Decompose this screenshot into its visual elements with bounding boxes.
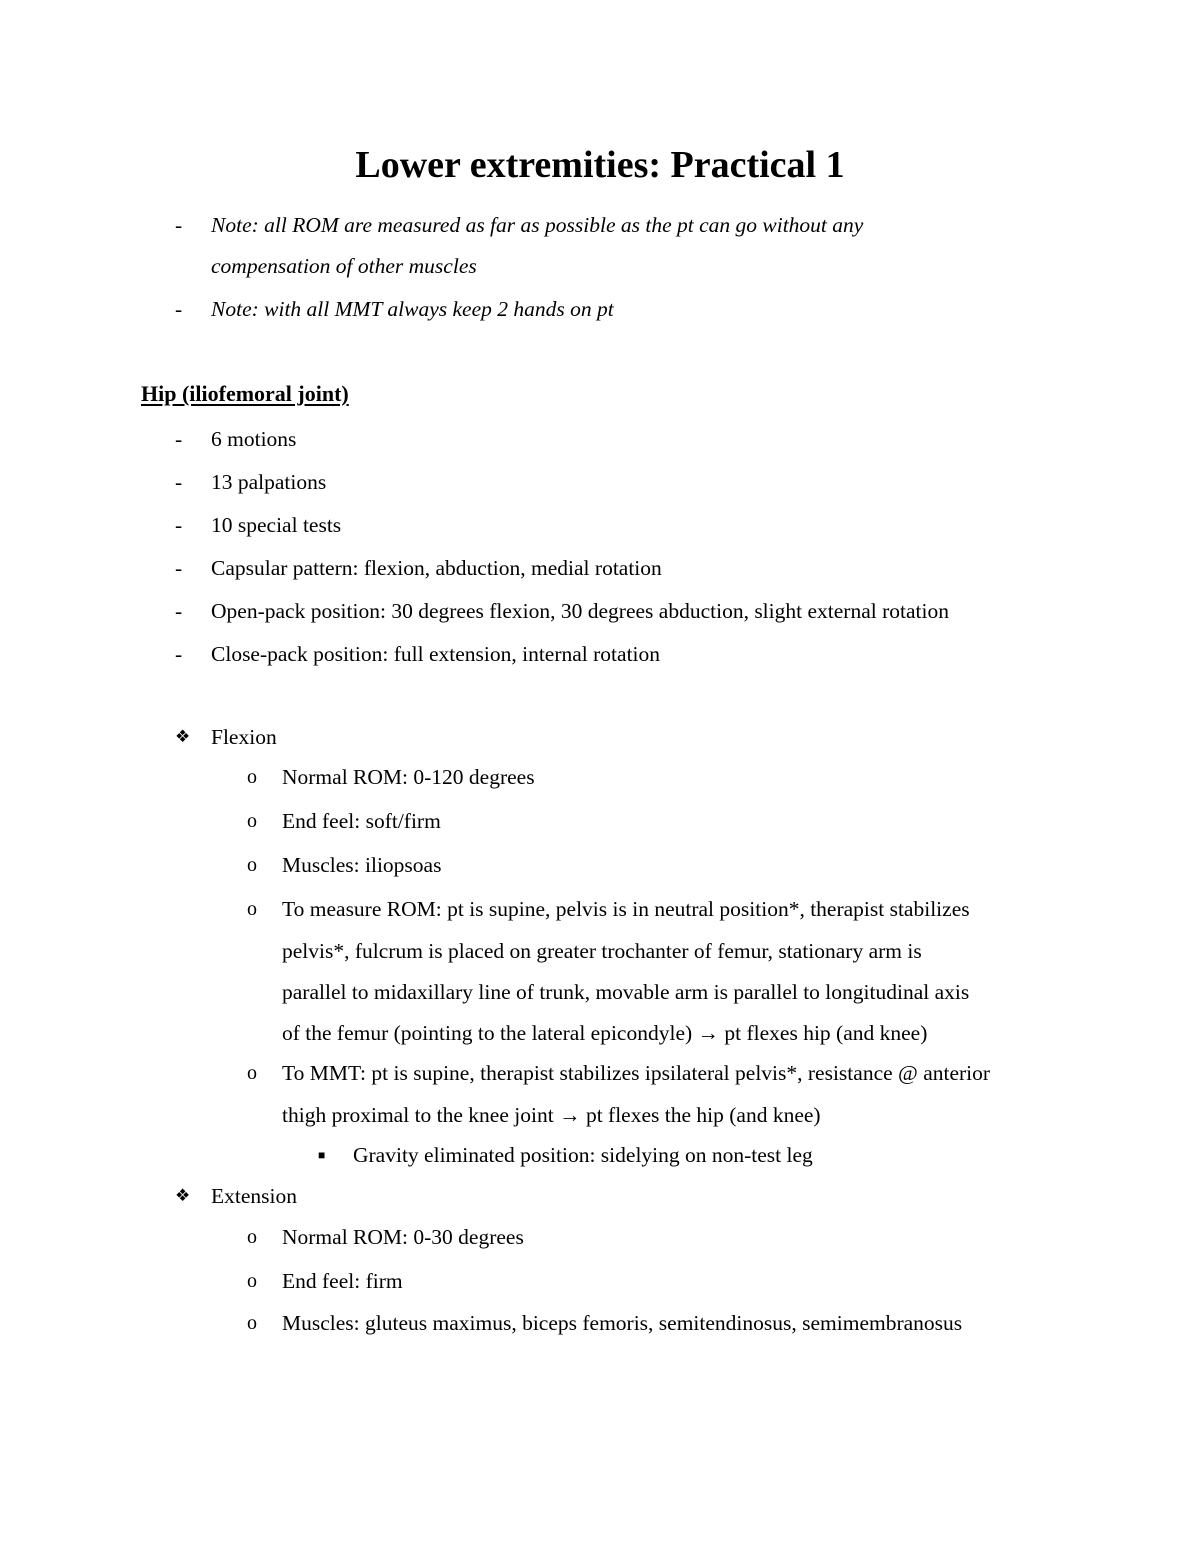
note-1-line-2: compensation of other muscles — [211, 254, 477, 278]
extension-item: Normal ROM: 0-30 degrees — [282, 1225, 524, 1249]
hip-fact-item: Capsular pattern: flexion, abduction, medial rotation — [211, 556, 662, 580]
flexion-mmt-line: To MMT: pt is supine, therapist stabilizes ipsilateral pelvis*, resistance @ anterior — [282, 1061, 991, 1085]
fact-bullet-dash: - — [175, 642, 183, 666]
extension-item: Muscles: gluteus maximus, biceps femoris, semitendinosus, semimembranosus — [282, 1311, 963, 1335]
flexion-item: Muscles: iliopsoas — [282, 853, 442, 877]
note-bullet-dash: - — [175, 213, 183, 237]
flexion-measure-line: of the femur (pointing to the lateral epicondyle) → pt flexes hip (and knee) — [282, 1021, 928, 1045]
circle-bullet-icon: o — [247, 854, 257, 876]
hip-fact-item: Close-pack position: full extension, internal rotation — [211, 642, 661, 666]
flexion-item: Normal ROM: 0-120 degrees — [282, 765, 535, 789]
hip-fact-item: 6 motions — [211, 427, 297, 451]
flexion-mmt-line: thigh proximal to the knee joint → pt flexes the hip (and knee) — [282, 1103, 821, 1127]
motion-heading-extension: Extension — [211, 1184, 297, 1208]
flexion-measure-line: To measure ROM: pt is supine, pelvis is in neutral position*, therapist stabilizes — [282, 897, 970, 921]
page-title: Lower extremities: Practical 1 — [355, 144, 845, 186]
hip-fact-item: 13 palpations — [211, 470, 327, 494]
fact-bullet-dash: - — [175, 556, 183, 580]
fact-bullet-dash: - — [175, 427, 183, 451]
flexion-measure-line: pelvis*, fulcrum is placed on greater trochanter of femur, stationary arm is — [282, 939, 922, 963]
circle-bullet-icon: o — [247, 1270, 257, 1292]
note-2-line-1: Note: with all MMT always keep 2 hands on pt — [211, 297, 614, 321]
note-1-line-1: Note: all ROM are measured as far as possible as the pt can go without any — [211, 213, 864, 237]
motion-heading-flexion: Flexion — [211, 725, 277, 749]
extension-item: End feel: firm — [282, 1269, 403, 1293]
square-bullet-icon: ■ — [318, 1148, 326, 1162]
fact-bullet-dash: - — [175, 599, 183, 623]
diamond-bullet-icon: ❖ — [175, 1186, 191, 1205]
section-heading: Hip (iliofemoral joint) — [141, 381, 349, 406]
hip-fact-item: Open-pack position: 30 degrees flexion, 30 degrees abduction, slight external rotation — [211, 599, 949, 623]
fact-bullet-dash: - — [175, 513, 183, 537]
circle-bullet-icon: o — [247, 1312, 257, 1334]
flexion-mmt-subitem: Gravity eliminated position: sidelying on non-test leg — [353, 1143, 813, 1167]
circle-bullet-icon: o — [247, 898, 257, 920]
hip-fact-item: 10 special tests — [211, 513, 342, 537]
flexion-measure-line: parallel to midaxillary line of trunk, movable arm is parallel to longitudinal axis — [282, 980, 970, 1004]
diamond-bullet-icon: ❖ — [175, 727, 191, 746]
circle-bullet-icon: o — [247, 810, 257, 832]
circle-bullet-icon: o — [247, 766, 257, 788]
fact-bullet-dash: - — [175, 470, 183, 494]
circle-bullet-icon: o — [247, 1062, 257, 1084]
circle-bullet-icon: o — [247, 1226, 257, 1248]
flexion-item: End feel: soft/firm — [282, 809, 441, 833]
note-bullet-dash: - — [175, 297, 183, 321]
